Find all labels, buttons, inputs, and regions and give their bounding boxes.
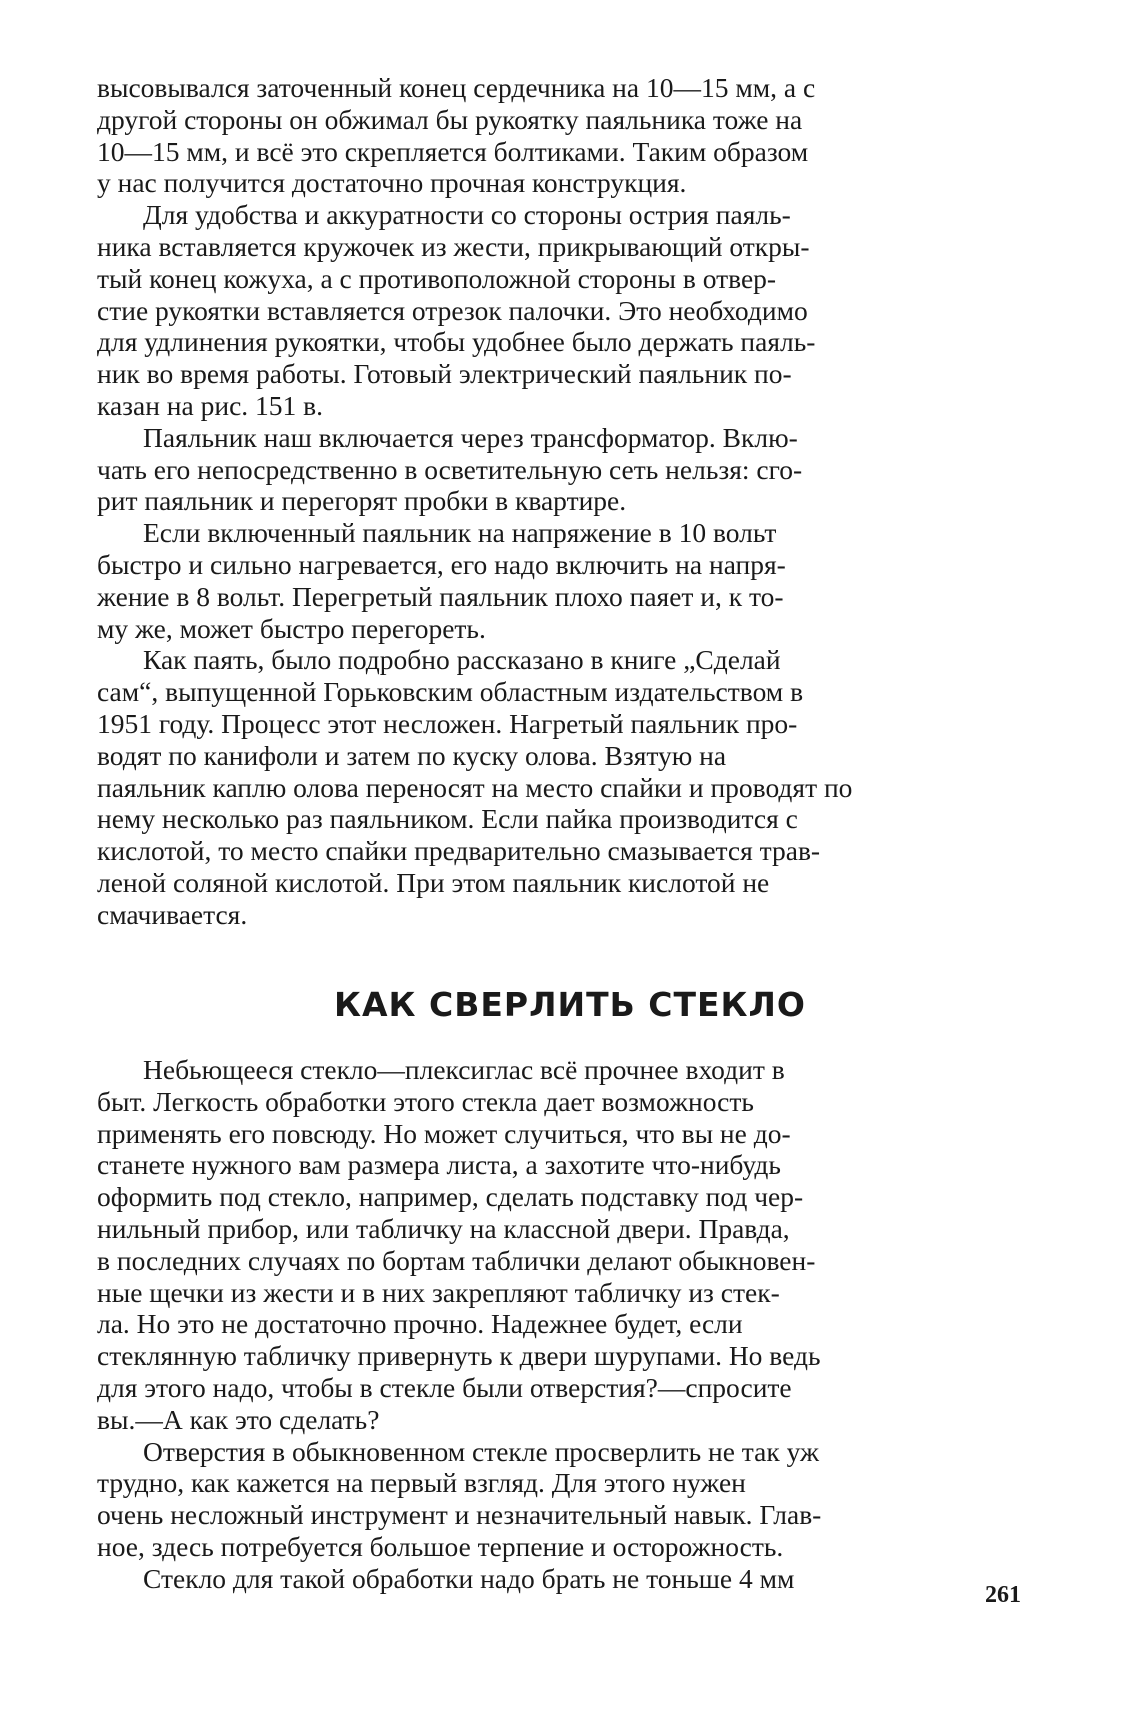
text-line: Паяльник наш включается через трансформатор. Вклю- [143, 421, 798, 453]
text-line: ник во время работы. Готовый электрический паяльник по- [97, 358, 792, 390]
text-line: быт. Легкость обработки этого стекла дает возможность [97, 1085, 754, 1117]
text-line: 1951 году. Процесс этот несложен. Нагретый паяльник про- [97, 707, 798, 739]
text-line: для удлинения рукоятки, чтобы удобнее было держать паяль- [97, 326, 816, 358]
text-line: у нас получится достаточно прочная конструкция. [97, 167, 687, 199]
text-line: стеклянную табличку привернуть к двери шурупами. Но ведь [97, 1340, 821, 1372]
text-line: сам“, выпущенной Горьковским областным издательством в [97, 676, 804, 708]
text-line: жение в 8 вольт. Перегретый паяльник плохо паяет и, к то- [97, 580, 784, 612]
text-line: для этого надо, чтобы в стекле были отверстия?—спросите [97, 1371, 792, 1403]
text-line: кислотой, то место спайки предварительно смазывается трав- [97, 835, 821, 867]
text-line: высовывался заточенный конец сердечника на 10—15 мм, а с [97, 72, 816, 103]
text-line: нему несколько раз паяльником. Если пайка производится с [97, 803, 798, 835]
text-line: рит паяльник и перегорят пробки в квартире. [97, 485, 627, 517]
text-line: ника вставляется кружочек из жести, прикрывающий откры- [97, 230, 810, 262]
text-line: применять его повсюду. Но может случиться, что вы не до- [97, 1117, 791, 1149]
text-line: быстро и сильно нагревается, его надо включить на напря- [97, 548, 786, 580]
text-line: стие рукоятки вставляется отрезок палочки. Это необходимо [97, 294, 808, 326]
text-line: Как паять, было подробно рассказано в книге „Сделай [143, 644, 781, 676]
text-line: ные щечки из жести и в них закрепляют табличку из стек- [97, 1276, 780, 1308]
text-line: вы.—А как это сделать? [97, 1403, 380, 1435]
text-line: станете нужного вам размера листа, а захотите что-нибудь [97, 1149, 781, 1181]
text-line: Для удобства и аккуратности со стороны острия паяль- [143, 199, 791, 231]
text-line: 10—15 мм, и всё это скрепляется болтиками. Таким образом [97, 135, 809, 167]
text-line: водят по канифоли и затем по куску олова. Взятую на [97, 739, 727, 771]
section-heading: КАК СВЕРЛИТЬ СТЕКЛО [334, 985, 806, 1024]
text-line: трудно, как кажется на первый взгляд. Для этого нужен [97, 1467, 746, 1499]
text-line: смачивается. [97, 898, 248, 930]
text-line: оформить под стекло, например, сделать подставку под чер- [97, 1181, 804, 1213]
text-line: ла. Но это не достаточно прочно. Надежнее будет, если [97, 1308, 743, 1340]
text-line: чать его непосредственно в осветительную сеть нельзя: сго- [97, 453, 803, 485]
text-line: очень несложный инструмент и незначительный навык. Глав- [97, 1499, 822, 1531]
text-line: казан на рис. 151 в. [97, 389, 324, 421]
text-line: Отверстия в обыкновенном стекле просверлить не так уж [143, 1435, 819, 1467]
text-line: му же, может быстро перегореть. [97, 612, 486, 644]
text-line: в последних случаях по бортам таблички делают обыкновен- [97, 1244, 816, 1276]
text-block-bottom [97, 1054, 1047, 1595]
text-line: нильный прибор, или табличку на классной двери. Правда, [97, 1212, 790, 1244]
text-line: леной соляной кислотой. При этом паяльник кислотой не [97, 866, 770, 898]
text-line: Если включенный паяльник на напряжение в 10 вольт [143, 517, 777, 549]
text-line: Стекло для такой обработки надо брать не тоньше 4 мм [143, 1562, 795, 1594]
text-line: ное, здесь потребуется большое терпение и осторожность. [97, 1530, 784, 1562]
text-line: Небьющееся стекло—плексиглас всё прочнее входит в [143, 1054, 785, 1085]
text-line: паяльник каплю олова переносят на место спайки и проводят по [97, 771, 853, 803]
text-line: тый конец кожуха, а с противоположной стороны в отвер- [97, 262, 777, 294]
text-line: другой стороны он обжимал бы рукоятку паяльника тоже на [97, 103, 803, 135]
page-number: 261 [985, 1582, 1021, 1608]
text-block-top [97, 72, 1047, 931]
